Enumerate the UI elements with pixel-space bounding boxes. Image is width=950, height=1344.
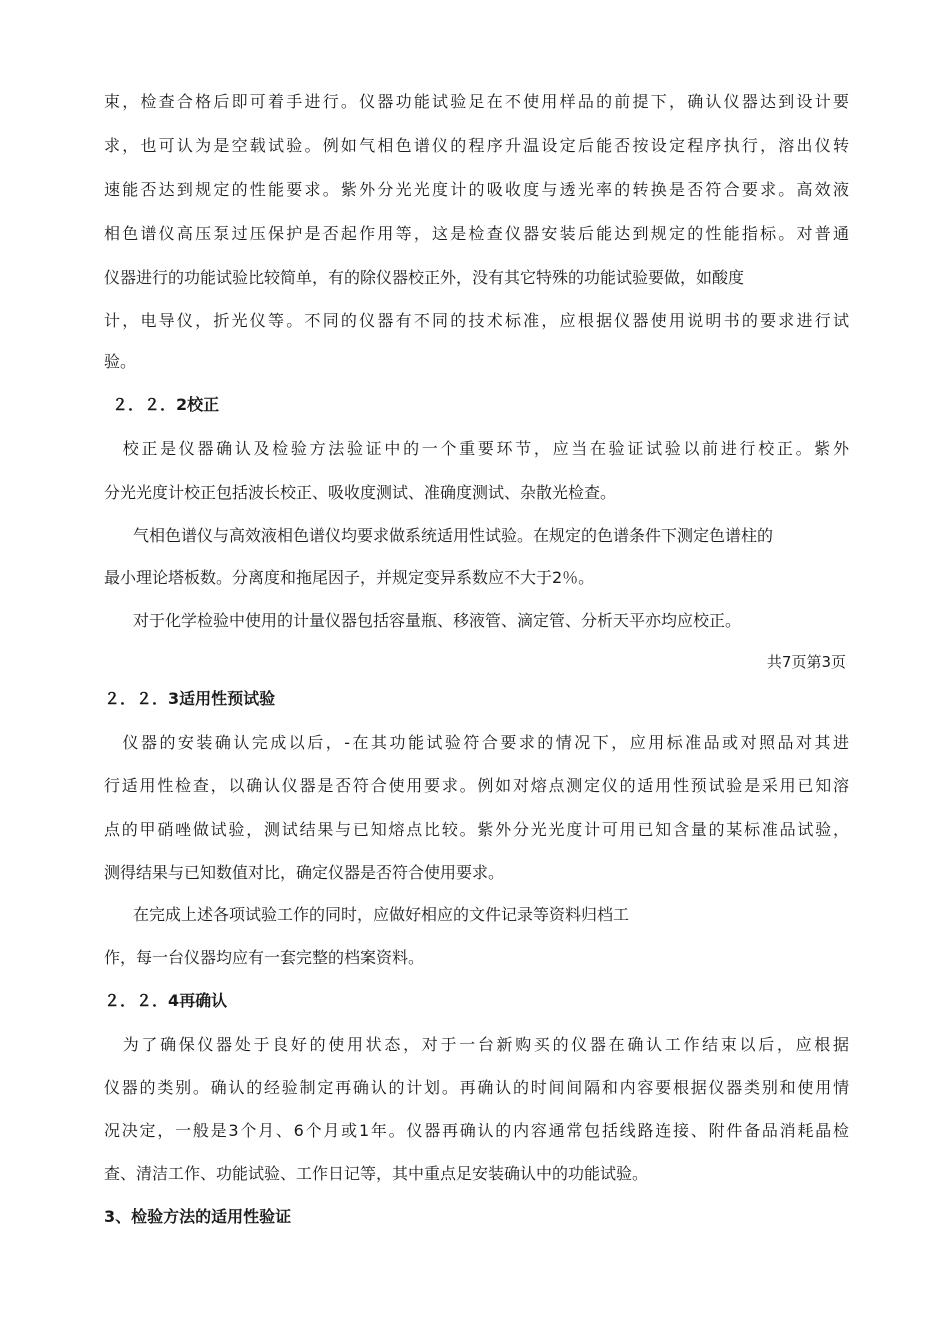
- text-line: 计，电导仪，折光仪等。不同的仪器有不同的技术标准，应根据仪器使用说明书的要求进行试: [104, 311, 849, 330]
- section-heading-2-2-3: ２．２．3适用性预试验: [104, 689, 276, 708]
- text-line: 校正是仪器确认及检验方法验证中的一个重要环节，应当在验证试验以前进行校正。紫外: [104, 439, 849, 458]
- text-line: 况决定，一般是3个月、6个月或1年。仪器再确认的内容通常包括线路连接、附件备品消耗晶检: [104, 1121, 849, 1140]
- text-line: 仪器的安装确认完成以后，-在其功能试验符合要求的情况下，应用标准品或对照品对其进: [104, 733, 849, 752]
- text-line: 最小理论塔板数。分离度和拖尾因子，并规定变异系数应不大于2％。: [104, 568, 595, 587]
- section-heading-2-2-4: ２．２．4再确认: [104, 991, 228, 1010]
- page-number: 共7页第3页: [766, 653, 846, 671]
- text-line: 行适用性检查，以确认仪器是否符合使用要求。例如对熔点测定仪的适用性预试验是采用已知溶: [104, 776, 849, 795]
- section-heading-3: 3、检验方法的适用性验证: [104, 1207, 292, 1226]
- text-line: 相色谱仪高压泵过压保护是否起作用等，这是检查仪器安装后能达到规定的性能指标。对普通: [104, 224, 849, 243]
- text-line: 测得结果与已知数值对比，确定仪器是否符合使用要求。: [104, 863, 505, 882]
- text-line: 仪器进行的功能试验比较简单，有的除仪器校正外，没有其它特殊的功能试验要做，如酸度: [104, 268, 745, 287]
- text-line: 束，检查合格后即可着手进行。仪器功能试验足在不使用样品的前提下，确认仪器达到设计要: [104, 92, 849, 111]
- text-line: 分光光度计校正包括波长校正、吸收度测试、准确度测试、杂散光检查。: [104, 483, 617, 502]
- text-line: 作，每一台仪器均应有一套完整的档案资料。: [104, 948, 425, 967]
- text-line: 仪器的类别。确认的经验制定再确认的计划。再确认的时间间隔和内容要根据仪器类别和使用情: [104, 1078, 849, 1097]
- text-line: 验。: [104, 352, 137, 371]
- text-line: 求，也可认为是空载试验。例如气相色谱仪的程序升温设定后能否按设定程序执行，溶出仪转: [104, 136, 849, 155]
- text-line: 为了确保仪器处于良好的使用状态，对于一台新购买的仪器在确认工作结束以后，应根据: [104, 1035, 849, 1054]
- section-heading-2-2-2: ２．２．2校正: [112, 395, 220, 414]
- text-line: 速能否达到规定的性能要求。紫外分光光度计的吸收度与透光率的转换是否符合要求。高效液: [104, 180, 849, 199]
- text-line: 查、清洁工作、功能试验、工作日记等，其中重点足安装确认中的功能试验。: [104, 1164, 649, 1183]
- text-line: 在完成上述各项试验工作的同时，应做好相应的文件记录等资料归档工: [133, 905, 630, 924]
- text-line: 对于化学检验中使用的计量仪器包括容量瓶、移液管、滴定管、分析天平亦均应校正。: [133, 611, 742, 630]
- text-line: 点的甲硝唑做试验，测试结果与已知熔点比较。紫外分光光度计可用已知含量的某标准品试验，: [104, 820, 849, 839]
- text-line: 气相色谱仪与高效液相色谱仪均要求做系统适用性试验。在规定的色谱条件下测定色谱柱的: [133, 526, 774, 545]
